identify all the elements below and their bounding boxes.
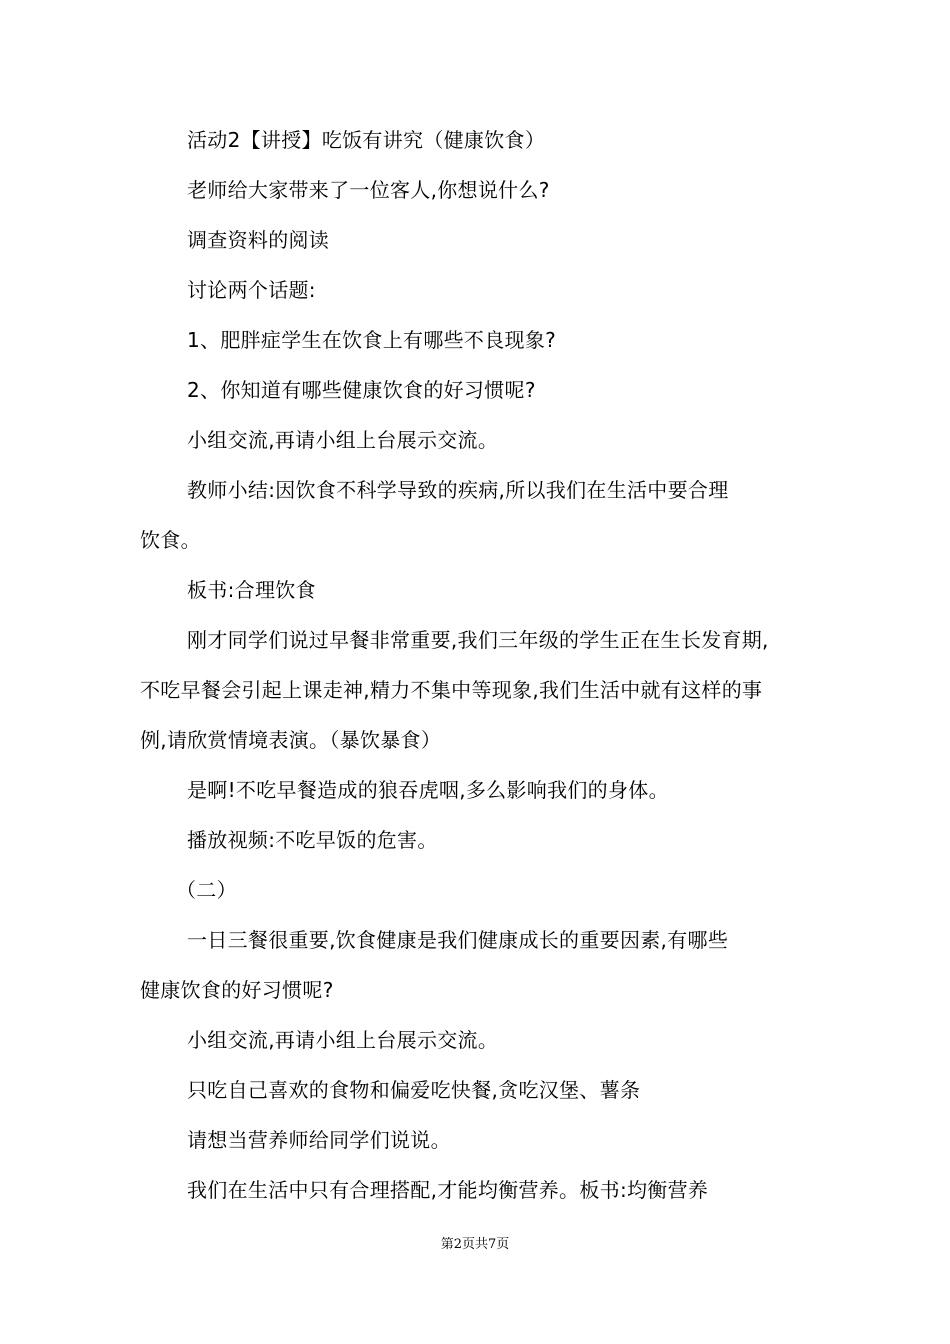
list-item: 1、肥胖症学生在饮食上有哪些不良现象? <box>187 328 557 352</box>
paragraph-line: 刚才同学们说过早餐非常重要,我们三年级的学生正在生长发育期, <box>187 628 769 652</box>
paragraph-line: 例,请欣赏情境表演。（暴饮暴食） <box>140 728 442 752</box>
paragraph-line: 播放视频:不吃早饭的危害。 <box>187 828 438 852</box>
page-number: 第2页共7页 <box>440 1237 510 1252</box>
paragraph-line: 小组交流,再请小组上台展示交流。 <box>187 428 499 452</box>
paragraph-line: 板书:合理饮食 <box>187 578 316 602</box>
paragraph-line: 不吃早餐会引起上课走神,精力不集中等现象,我们生活中就有这样的事 <box>140 678 763 702</box>
paragraph-line: 小组交流,再请小组上台展示交流。 <box>187 1028 499 1052</box>
paragraph-line: 老师给大家带来了一位客人,你想说什么? <box>187 178 550 202</box>
paragraph-line: 饮食。 <box>140 528 201 552</box>
paragraph-line: 只吃自己喜欢的食物和偏爱吃快餐,贪吃汉堡、薯条 <box>187 1078 641 1102</box>
paragraph-line: 讨论两个话题: <box>187 278 316 302</box>
section-marker: （二） <box>176 878 237 902</box>
paragraph-line: 一日三餐很重要,饮食健康是我们健康成长的重要因素,有哪些 <box>187 928 729 952</box>
activity-heading: 活动2【讲授】吃饭有讲究（健康饮食） <box>187 128 546 152</box>
paragraph-line: 是啊!不吃早餐造成的狼吞虎咽,多么影响我们的身体。 <box>187 778 669 802</box>
paragraph-line: 教师小结:因饮食不科学导致的疾病,所以我们在生活中要合理 <box>187 478 729 502</box>
paragraph-line: 健康饮食的好习惯呢? <box>140 978 334 1002</box>
paragraph-line: 我们在生活中只有合理搭配,才能均衡营养。板书:均衡营养 <box>187 1178 709 1202</box>
paragraph-line: 调查资料的阅读 <box>187 228 330 252</box>
paragraph-line: 请想当营养师给同学们说说。 <box>187 1128 451 1152</box>
list-item: 2、你知道有哪些健康饮食的好习惯呢? <box>187 378 536 402</box>
